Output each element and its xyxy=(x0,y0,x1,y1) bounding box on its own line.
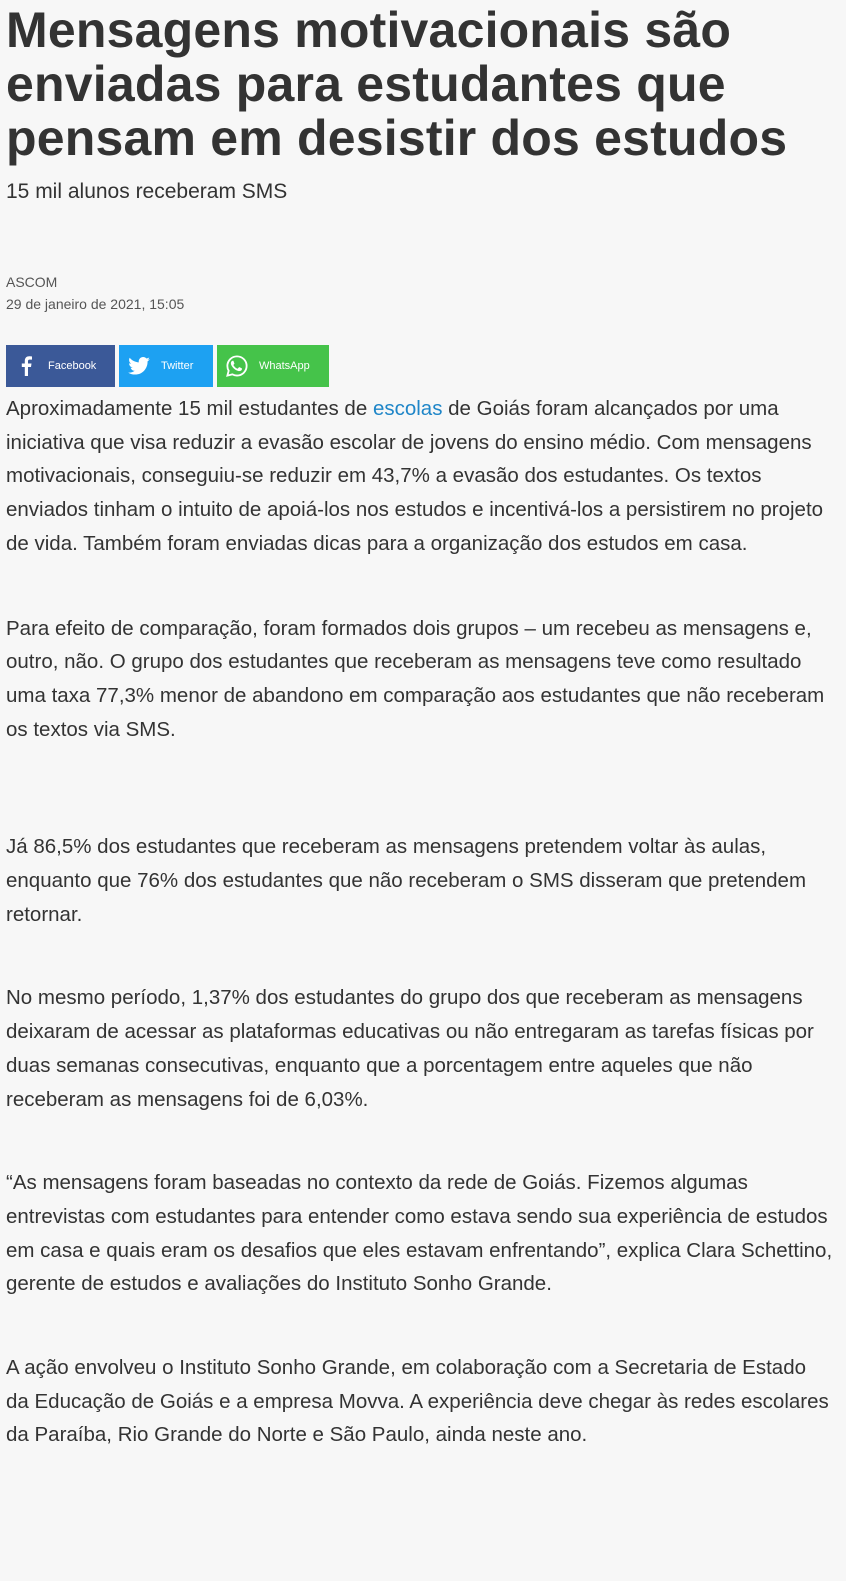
paragraph-4: No mesmo período, 1,37% dos estudantes do grupo dos que receberam as mensagens deixaram de acessar as plataformas educativas ou não entregaram as tarefas físicas por duas semanas consecutivas, enquanto que a porcentagem entre aqueles que não receberam as mensagens foi de 6,03%. xyxy=(6,986,814,1111)
paragraph-5: “As mensagens foram baseadas no contexto da rede de Goiás. Fizemos algumas entrevistas com estudantes para entender como estava sendo sua experiência de estudos em casa e quais eram os desafios que eles estavam enfrentando”, explica Clara Schettino, gerente de estudos e avaliações do Instituto Sonho Grande. xyxy=(6,1171,833,1296)
share-whatsapp-label: WhatsApp xyxy=(259,360,310,372)
paragraph-6: A ação envolveu o Instituto Sonho Grande, em colaboração com a Secretaria de Estado da Educação de Goiás e a empresa Movva. A experiência deve chegar às redes escolares da Paraíba, Rio Grande do Norte e São Paulo, ainda neste ano. xyxy=(6,1356,829,1447)
paragraph-1: Aproximadamente 15 mil estudantes de escolas de Goiás foram alcançados por uma iniciativa que visa reduzir a evasão escolar de jovens do ensino médio. Com mensagens motivacionais, conseguiu-se reduzir em 43,7% a evasão dos estudantes. Os textos enviados tinham o intuito de apoiá-los nos estudos e incentivá-los a persistirem no projeto de vida. Também foram enviadas dicas para a organização dos estudos em casa. xyxy=(6,397,824,555)
share-bar xyxy=(6,345,834,387)
facebook-icon xyxy=(12,345,40,387)
escolas-link[interactable]: escolas xyxy=(372,397,443,420)
share-twitter-button[interactable] xyxy=(119,345,213,387)
article-body xyxy=(6,392,834,1452)
headline: Mensagens motivacionais são enviadas para estudantes que pensam em desistir dos estudos xyxy=(6,2,788,166)
twitter-icon xyxy=(125,345,153,387)
share-whatsapp-button[interactable] xyxy=(217,345,329,387)
share-twitter-label: Twitter xyxy=(161,360,194,372)
share-facebook-button[interactable] xyxy=(6,345,115,387)
publish-date: 29 de janeiro de 2021, 15:05 xyxy=(6,296,185,312)
paragraph-3: Já 86,5% dos estudantes que receberam as mensagens pretendem voltar às aulas, enquanto que 76% dos estudantes que não receberam o SMS disseram que pretendem retornar. xyxy=(6,835,807,926)
whatsapp-icon xyxy=(223,345,251,387)
subtitle: 15 mil alunos receberam SMS xyxy=(6,180,288,203)
author-name: ASCOM xyxy=(6,274,58,290)
article xyxy=(6,0,834,1452)
paragraph-2: Para efeito de comparação, foram formados dois grupos – um recebeu as mensagens e, outro, não. O grupo dos estudantes que receberam as mensagens teve como resultado uma taxa 77,3% menor de abandono em comparação aos estudantes que não receberam os textos via SMS. xyxy=(6,616,825,741)
share-facebook-label: Facebook xyxy=(48,360,97,372)
